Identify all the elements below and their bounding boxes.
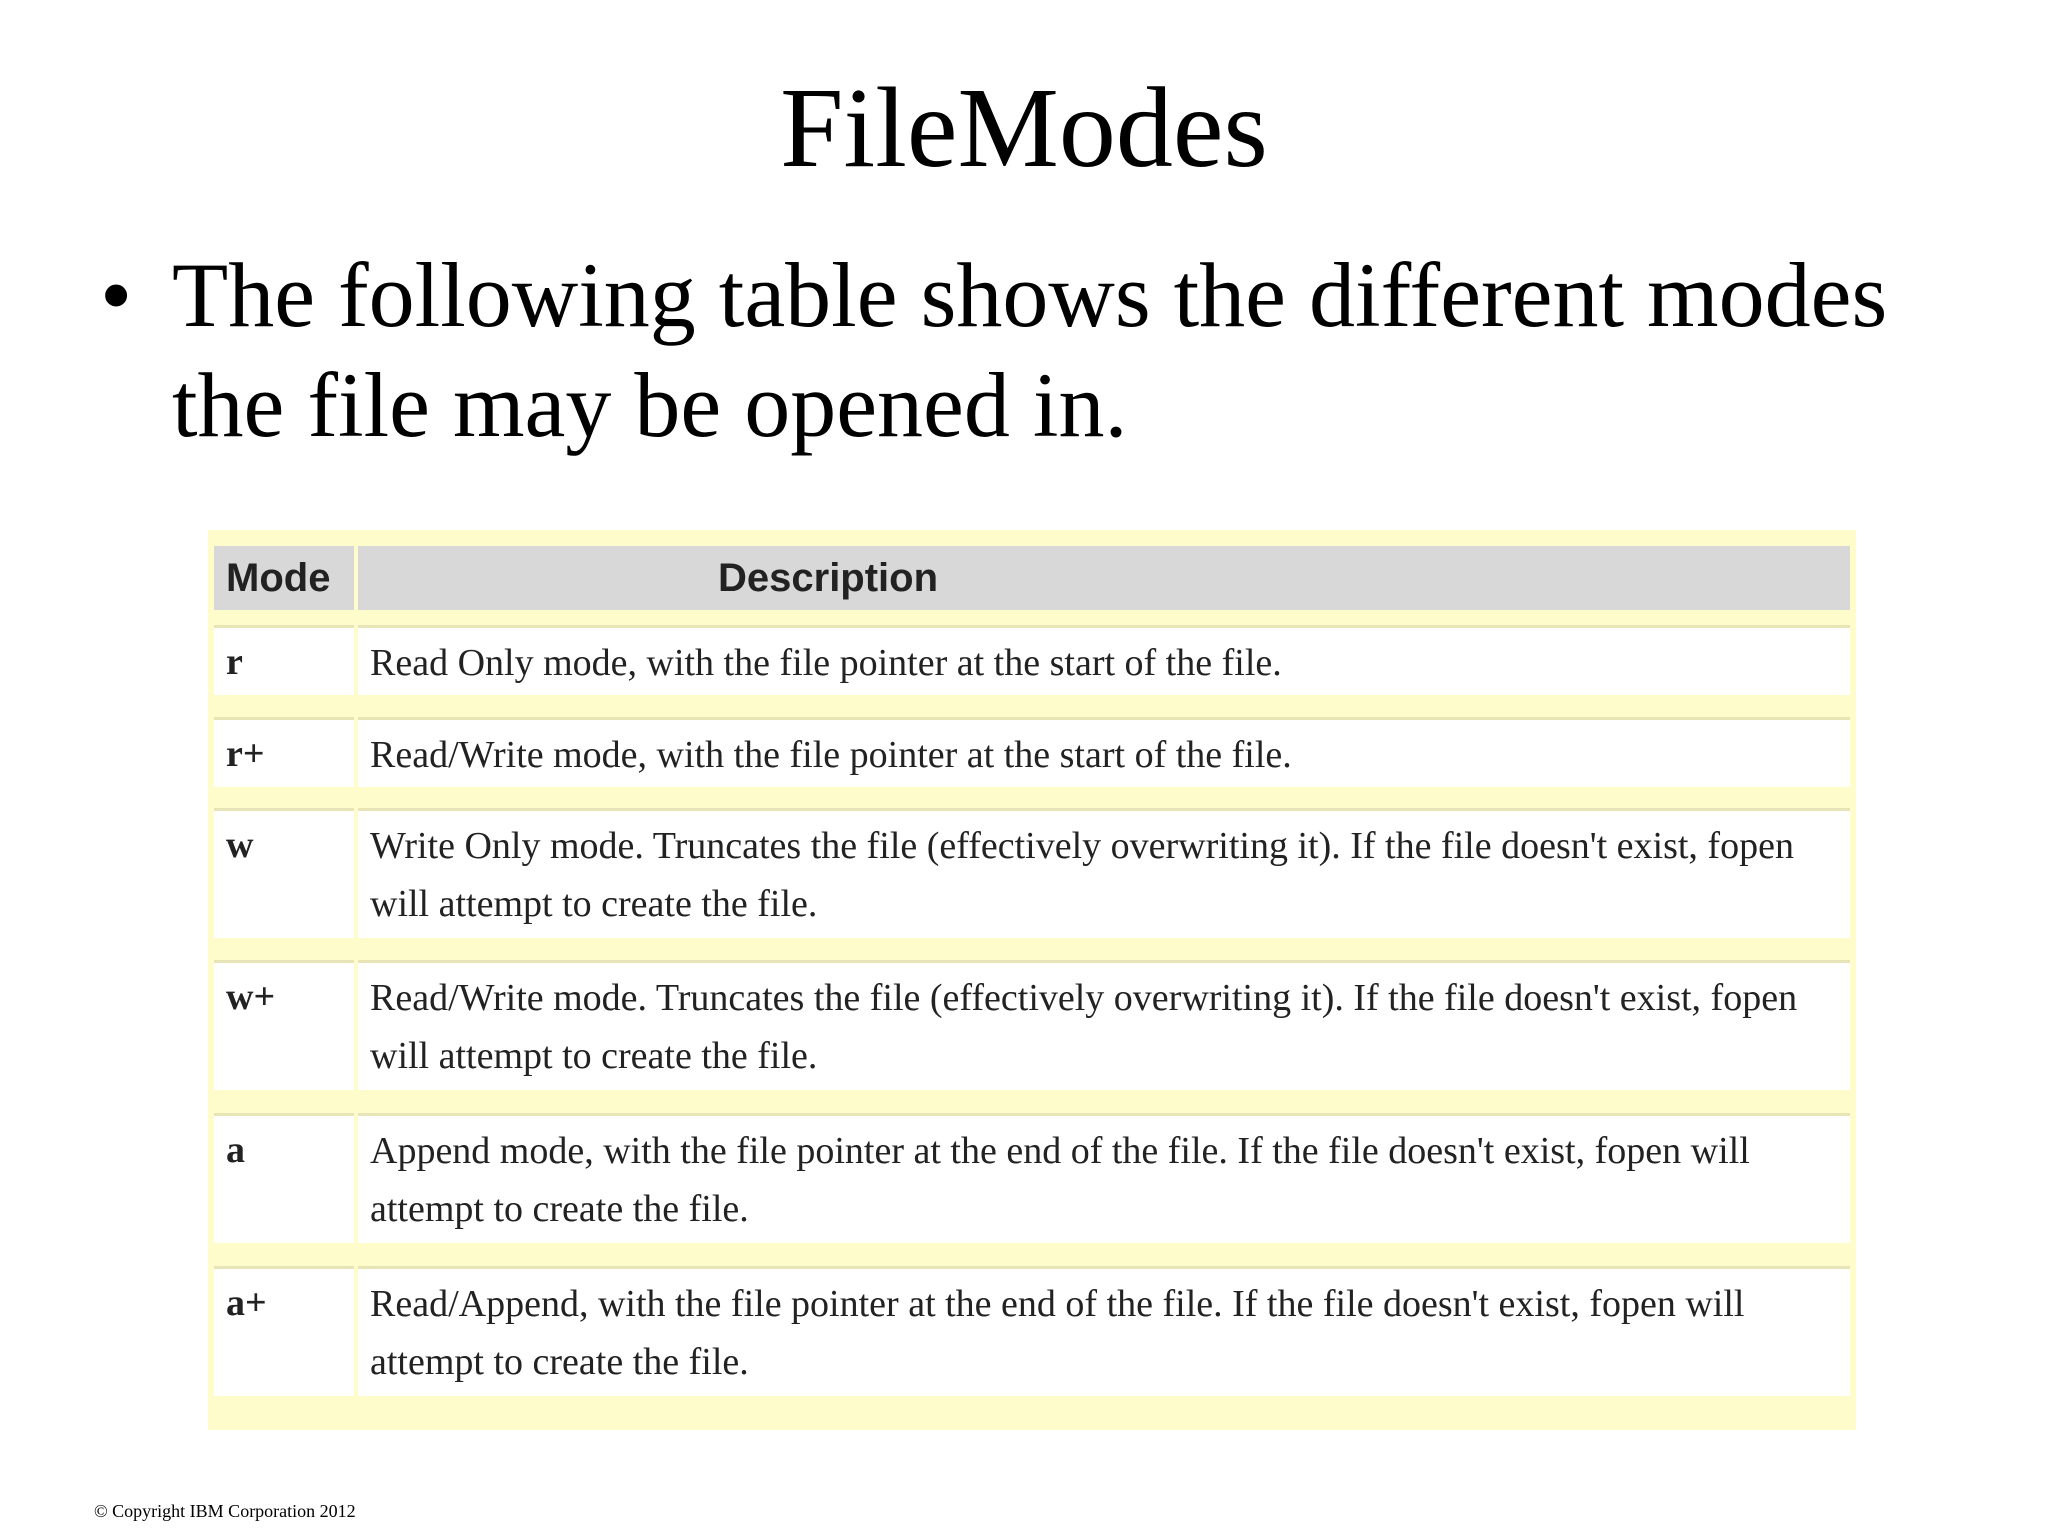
description-cell: Append mode, with the file pointer at the end of the file. If the file doesn't exist, fopen will attempt to create the file. [358,1113,1850,1243]
description-column-header: Description [358,546,1850,610]
file-modes-table-container [208,530,1856,1430]
bullet-text: The following table shows the different modes the file may be opened in. [172,244,1888,456]
table-row [208,1266,1856,1396]
description-cell: Read Only mode, with the file pointer at the start of the file. [358,625,1850,695]
table-header-row [208,546,1856,610]
copyright-footer: © Copyright IBM Corporation 2012 [94,1501,356,1521]
slide-title: FileModes [780,64,1268,191]
table-row [208,808,1856,938]
description-cell: Write Only mode. Truncates the file (effectively overwriting it). If the file doesn't exist, fopen will attempt to create the file. [358,808,1850,938]
mode-column-header: Mode [214,546,354,610]
mode-cell: a [214,1113,354,1243]
mode-cell: w [214,808,354,938]
bullet-dot-icon: • [100,244,133,346]
table-row [208,960,1856,1090]
file-modes-table [208,530,1856,1430]
table-row [208,625,1856,695]
bullet-point [100,240,2000,460]
table-row [208,1113,1856,1243]
description-cell: Read/Write mode. Truncates the file (effectively overwriting it). If the file doesn't exist, fopen will attempt to create the file. [358,960,1850,1090]
mode-cell: r+ [214,717,354,787]
mode-cell: a+ [214,1266,354,1396]
table-row [208,717,1856,787]
description-cell: Read/Write mode, with the file pointer at the start of the file. [358,717,1850,787]
description-cell: Read/Append, with the file pointer at the end of the file. If the file doesn't exist, fopen will attempt to create the file. [358,1266,1850,1396]
mode-cell: w+ [214,960,354,1090]
mode-cell: r [214,625,354,695]
